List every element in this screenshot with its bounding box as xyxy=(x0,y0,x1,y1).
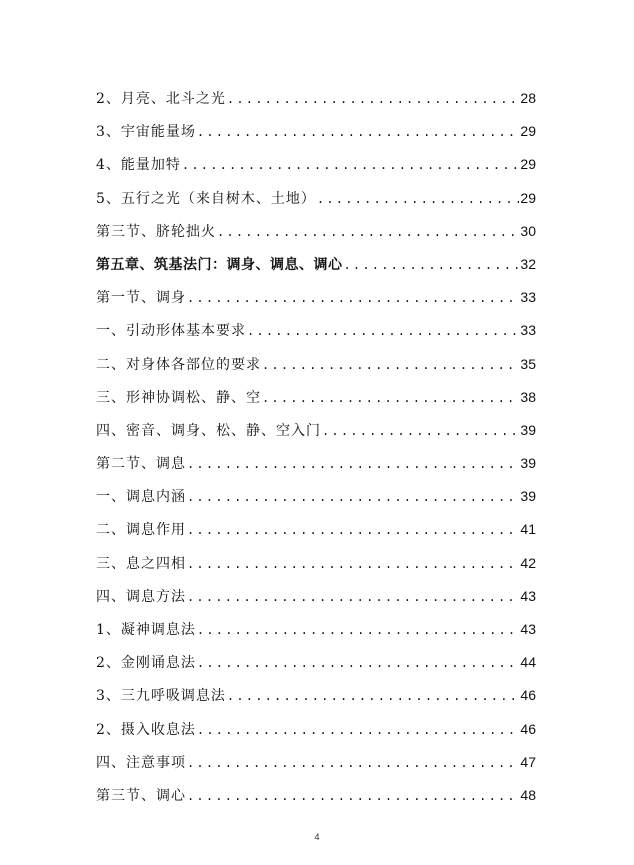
toc-entry-title: 2、摄入收息法 xyxy=(96,721,196,738)
toc-entry xyxy=(96,148,536,181)
toc-entry xyxy=(96,414,536,447)
toc-entry xyxy=(96,281,536,314)
toc-entry xyxy=(96,348,536,381)
toc-entry xyxy=(96,746,536,779)
toc-entry-page: 39 xyxy=(520,421,536,438)
toc-entry-page: 41 xyxy=(520,521,536,538)
toc-entry-page: 42 xyxy=(520,554,536,571)
toc-entry-page: 39 xyxy=(520,488,536,505)
toc-entry-title: 一、调息内涵 xyxy=(96,489,186,506)
table-of-contents xyxy=(96,82,536,812)
toc-entry-title: 2、月亮、北斗之光 xyxy=(96,91,226,107)
toc-chapter-entry xyxy=(96,248,536,281)
dot-leader xyxy=(187,747,519,780)
toc-entry-page: 29 xyxy=(520,156,536,173)
toc-entry-page: 43 xyxy=(520,587,536,604)
toc-entry-page: 46 xyxy=(520,687,536,704)
toc-entry-title: 1、凝神调息法 xyxy=(96,622,196,638)
dot-leader xyxy=(187,581,519,614)
dot-leader xyxy=(322,415,519,448)
toc-entry xyxy=(96,381,536,414)
toc-entry-page: 43 xyxy=(520,621,536,637)
toc-entry xyxy=(96,447,536,480)
toc-entry-title: 四、调息方法 xyxy=(96,588,186,605)
dot-leader xyxy=(187,282,519,315)
toc-entry xyxy=(96,513,536,546)
dot-leader xyxy=(197,714,520,747)
toc-entry-page: 47 xyxy=(520,753,536,770)
dot-leader xyxy=(262,349,519,382)
toc-entry-title: 4、能量加特 xyxy=(96,157,181,174)
toc-entry-title: 二、对身体各部位的要求 xyxy=(96,356,261,373)
toc-entry-title: 5、五行之光（来自树木、土地） xyxy=(96,190,316,207)
toc-entry-page: 29 xyxy=(520,123,536,140)
toc-entry xyxy=(96,314,536,347)
dot-leader xyxy=(262,382,519,415)
toc-entry-page: 35 xyxy=(520,355,536,372)
toc-entry xyxy=(96,679,536,712)
toc-entry xyxy=(96,646,536,679)
toc-entry xyxy=(96,580,536,613)
toc-entry-title: 四、密音、调身、松、静、空入门 xyxy=(96,422,321,439)
toc-entry-title: 第三节、脐轮拙火 xyxy=(96,223,216,240)
toc-entry-page: 32 xyxy=(520,255,536,272)
toc-entry xyxy=(96,713,536,746)
toc-entry-title: 一、引动形体基本要求 xyxy=(96,323,246,340)
toc-entry-page: 46 xyxy=(520,720,536,737)
toc-entry-page: 44 xyxy=(520,654,536,671)
toc-entry-title: 第一节、调身 xyxy=(96,290,186,307)
toc-entry-title: 三、形神协调松、静、空 xyxy=(96,389,261,406)
toc-entry-title: 三、息之四相 xyxy=(96,555,186,572)
toc-entry-page: 39 xyxy=(520,455,536,472)
dot-leader xyxy=(227,83,520,116)
toc-entry xyxy=(96,115,536,148)
dot-leader xyxy=(247,315,519,348)
dot-leader xyxy=(197,116,520,149)
dot-leader xyxy=(187,514,519,547)
dot-leader xyxy=(187,481,519,514)
toc-entry xyxy=(96,480,536,513)
dot-leader xyxy=(187,448,519,481)
toc-entry xyxy=(96,82,536,115)
dot-leader xyxy=(182,149,520,182)
dot-leader xyxy=(344,249,520,282)
dot-leader xyxy=(317,183,520,216)
dot-leader xyxy=(217,216,519,249)
toc-entry-title: 第五章、筑基法门：调身、调息、调心 xyxy=(96,256,343,273)
toc-entry-title: 二、调息作用 xyxy=(96,522,186,539)
toc-entry-title: 3、三九呼吸调息法 xyxy=(96,688,226,705)
toc-entry-page: 29 xyxy=(520,189,536,206)
toc-entry xyxy=(96,613,536,646)
toc-entry xyxy=(96,779,536,812)
toc-entry-title: 第三节、调心 xyxy=(96,787,186,804)
toc-entry-page: 38 xyxy=(520,388,536,405)
toc-entry-page: 33 xyxy=(520,322,536,339)
toc-entry-title: 2、金刚诵息法 xyxy=(96,655,196,672)
dot-leader xyxy=(197,647,520,680)
toc-entry-page: 48 xyxy=(520,786,536,803)
toc-entry-page: 33 xyxy=(520,289,536,306)
toc-entry-page: 30 xyxy=(520,222,536,239)
dot-leader xyxy=(227,680,520,713)
toc-entry-title: 第二节、调息 xyxy=(96,456,186,473)
toc-entry xyxy=(96,215,536,248)
dot-leader xyxy=(197,614,520,647)
toc-entry-title: 3、宇宙能量场 xyxy=(96,124,196,141)
toc-entry-page: 28 xyxy=(520,90,536,106)
toc-entry xyxy=(96,182,536,215)
toc-entry-title: 四、注意事项 xyxy=(96,754,186,771)
toc-entry xyxy=(96,547,536,580)
dot-leader xyxy=(187,548,519,581)
dot-leader xyxy=(187,780,519,813)
page-number: 4 xyxy=(314,832,320,842)
